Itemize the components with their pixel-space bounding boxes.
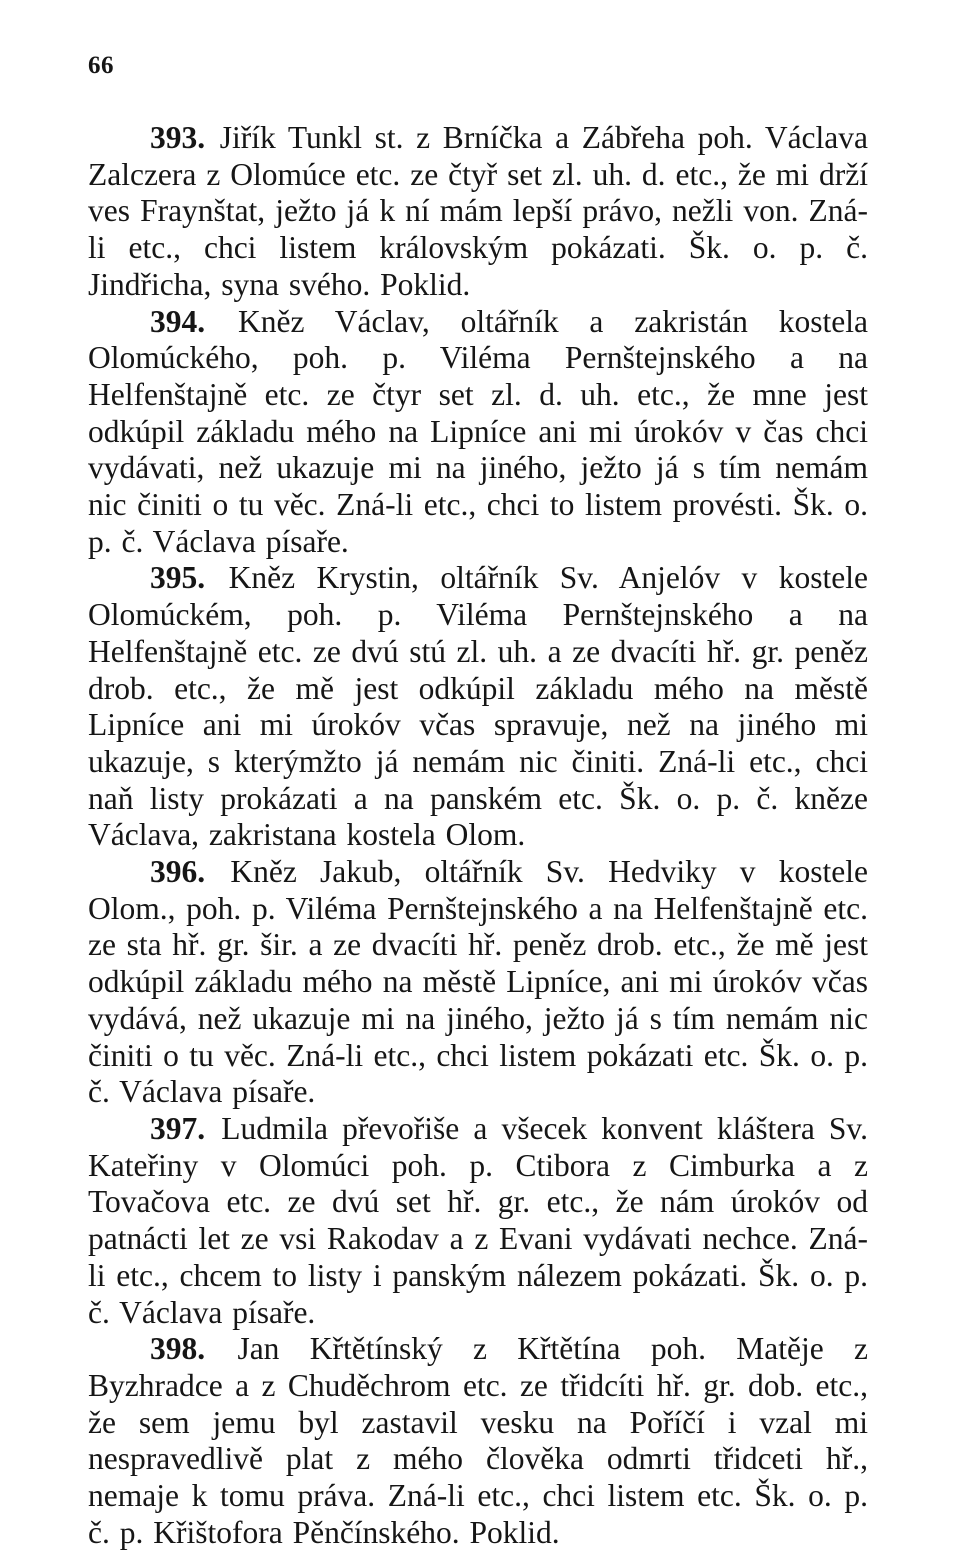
entry-text: Ludmila převořiše a všecek konvent kláštera Sv. Kateřiny v Olomúci poh. p. Ctibora z Cimburka a z Tovačova etc. ze dvú set hř. gr. etc., že nám úrokóv od patnácti let ze vsi Rakodav a z Evani vydávati nechce. Zná-li etc., chcem to listy i panským nálezem pokázati. Šk. o. p. č. Václava písaře. [88,1110,869,1330]
entry-number: 393. [150,120,206,155]
entries-list [88,120,868,1551]
entry-395 [88,560,868,854]
entry-number: 395. [150,560,206,596]
entry-393 [88,120,868,304]
entry-text: Kněz Jakub, oltářník Sv. Hedviky v kostele Olom., poh. p. Viléma Pernštejnského a na Helfenštajně etc. ze sta hř. gr. šir. a ze dvacíti hř. peněz drob. etc., že mě jest odkúpil základu mého na městě Lipníce, ani mi úrokóv včas vydává, než ukazuje mi na jiného, ježto já s tím nemám nic činiti o tu věc. Zná-li etc., chci listem pokázati etc. Šk. o. p. č. Václava písaře. [88,854,868,1110]
entry-394 [88,304,868,561]
entry-number: 398. [150,1331,206,1367]
entry-number: 397. [150,1110,206,1146]
page-number: 66 [88,52,114,79]
entry-text: Jan Křtětínský z Křtětína poh. Matěje z Byzhradce a z Chuděchrom etc. ze třidcíti hř. gr. dob. etc., že sem jemu byl zastavil vesku na Poříčí i vzal mi nespravedlivě plat z mého člověka odmrti třidceti hř., nemaje k tomu práva. Zná-li etc., chci listem etc. Šk. o. p. č. p. Křištofora Pěnčínského. Poklid. [88,1331,868,1550]
entry-397 [88,1111,868,1331]
entry-text: Kněz Krystin, oltářník Sv. Anjelóv v kostele Olomúckém, poh. p. Viléma Pernštejnského a na Helfenštajně etc. ze dvú stú zl. uh. a ze dvacíti hř. gr. peněz drob. etc., že mě jest odkúpil základu mého na městě Lipníce ani mi úrokóv včas spravuje, než na jiného mi ukazuje, s kterýmžto já nemám nic činiti. Zná-li etc., chci naň listy prokázati a na panském etc. Šk. o. p. č. kněze Václava, zakristana kostela Olom. [88,560,868,853]
entry-number: 396. [150,854,206,890]
entry-396 [88,854,868,1111]
entry-398 [88,1331,868,1551]
entry-number: 394. [150,303,206,339]
entry-text: Kněz Václav, oltářník a zakristán kostela Olomúckého, poh. p. Viléma Pernštejnského a na Helfenštajně etc. ze čtyr set zl. d. uh. etc., že mne jest odkúpil základu mého na Lipníce ani mi úrokóv v čas chci vydávati, než ukazuje mi na jiného, ježto já s tím nemám nic činiti o tu věc. Zná-li etc., chci to listem provésti. Šk. o. p. č. Václava písaře. [88,303,869,559]
entry-text: Jiřík Tunkl st. z Brníčka a Zábřeha poh. Václava Zalczera z Olomúce etc. ze čtyř set zl. uh. d. etc., že mi drží ves Fraynštat, ježto já k ní mám lepší právo, nežli von. Zná-li etc., chci listem královským pokázati. Šk. o. p. č. Jindřicha, syna svého. Poklid. [88,120,868,302]
